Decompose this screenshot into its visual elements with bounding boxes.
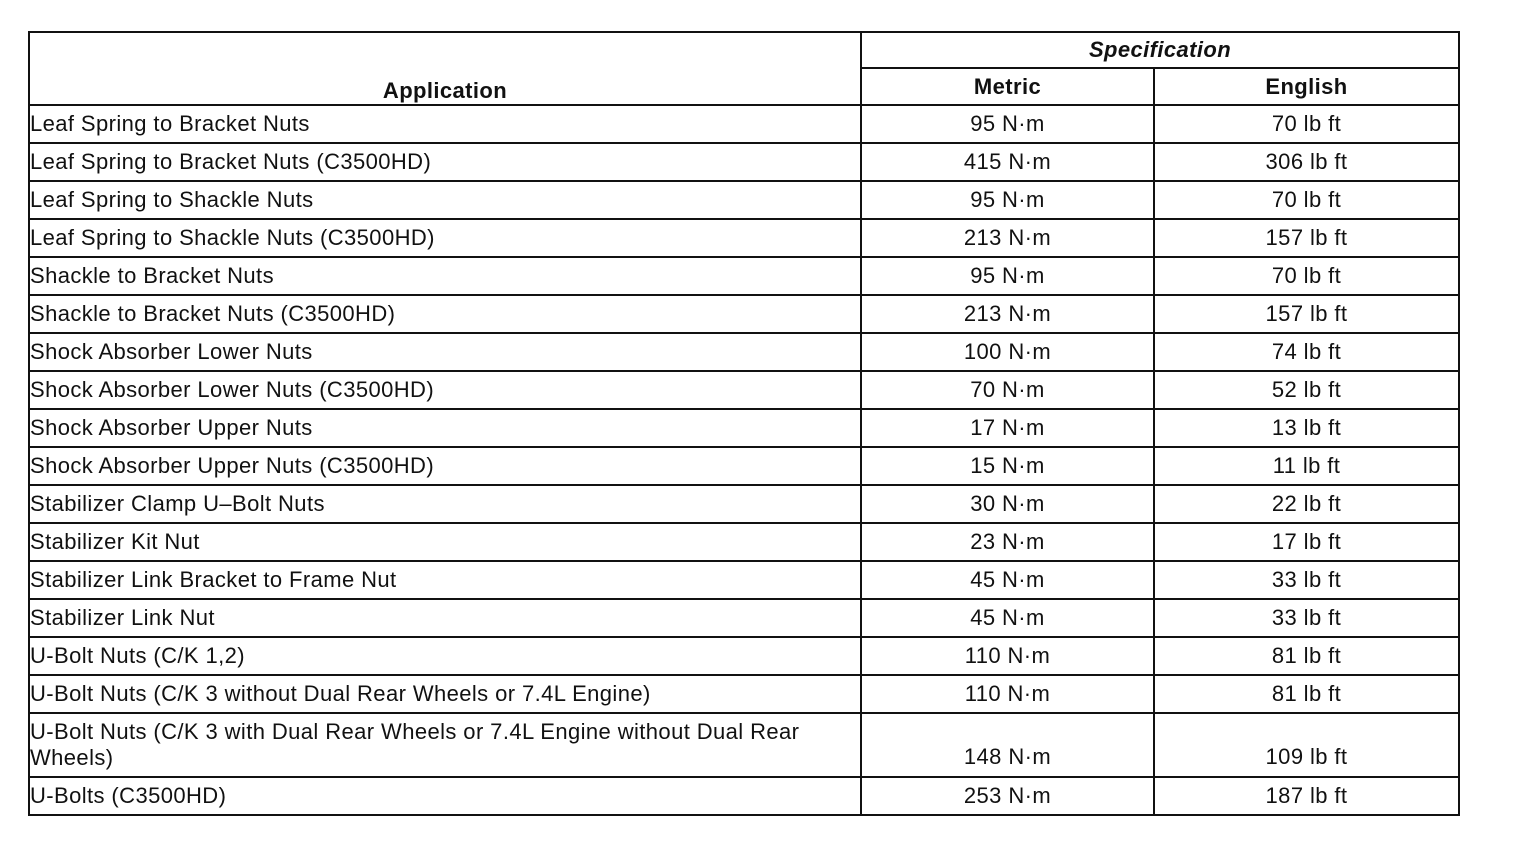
table-row: [29, 561, 1459, 599]
application-cell: U-Bolt Nuts (C/K 3 with Dual Rear Wheels or 7.4L Engine without Dual Rear Wheels): [29, 713, 861, 777]
application-cell: U-Bolts (C3500HD): [29, 777, 861, 815]
application-cell: Stabilizer Link Bracket to Frame Nut: [29, 561, 861, 599]
application-cell: Shock Absorber Upper Nuts (C3500HD): [29, 447, 861, 485]
table-row: [29, 599, 1459, 637]
table-row: [29, 447, 1459, 485]
table-row: [29, 181, 1459, 219]
english-cell: 13 lb ft: [1154, 409, 1459, 447]
metric-cell: 148 N·m: [861, 713, 1154, 777]
metric-cell: 95 N·m: [861, 181, 1154, 219]
english-cell: 52 lb ft: [1154, 371, 1459, 409]
metric-header: Metric: [861, 68, 1154, 105]
table-row: [29, 219, 1459, 257]
table-row: [29, 295, 1459, 333]
metric-cell: 110 N·m: [861, 637, 1154, 675]
metric-cell: 415 N·m: [861, 143, 1154, 181]
table-row: [29, 333, 1459, 371]
table-row: [29, 371, 1459, 409]
metric-cell: 253 N·m: [861, 777, 1154, 815]
english-cell: 70 lb ft: [1154, 181, 1459, 219]
table-row: [29, 637, 1459, 675]
application-header: Application: [29, 32, 861, 105]
application-cell: Shock Absorber Upper Nuts: [29, 409, 861, 447]
table-row: [29, 523, 1459, 561]
english-cell: 81 lb ft: [1154, 637, 1459, 675]
english-cell: 306 lb ft: [1154, 143, 1459, 181]
table-row: [29, 105, 1459, 143]
torque-specification-table: [28, 31, 1460, 816]
table-row: [29, 485, 1459, 523]
metric-cell: 45 N·m: [861, 561, 1154, 599]
table-row: [29, 257, 1459, 295]
table-row: [29, 143, 1459, 181]
metric-cell: 15 N·m: [861, 447, 1154, 485]
specification-header: Specification: [861, 32, 1459, 68]
metric-cell: 100 N·m: [861, 333, 1154, 371]
application-cell: Shackle to Bracket Nuts (C3500HD): [29, 295, 861, 333]
english-cell: 187 lb ft: [1154, 777, 1459, 815]
application-cell: Leaf Spring to Shackle Nuts: [29, 181, 861, 219]
metric-cell: 95 N·m: [861, 105, 1154, 143]
english-cell: 157 lb ft: [1154, 219, 1459, 257]
english-cell: 109 lb ft: [1154, 713, 1459, 777]
english-cell: 70 lb ft: [1154, 257, 1459, 295]
english-cell: 81 lb ft: [1154, 675, 1459, 713]
english-cell: 17 lb ft: [1154, 523, 1459, 561]
table-row: [29, 675, 1459, 713]
application-cell: Leaf Spring to Bracket Nuts: [29, 105, 861, 143]
metric-cell: 110 N·m: [861, 675, 1154, 713]
english-cell: 74 lb ft: [1154, 333, 1459, 371]
metric-cell: 70 N·m: [861, 371, 1154, 409]
metric-cell: 30 N·m: [861, 485, 1154, 523]
application-cell: Stabilizer Clamp U–Bolt Nuts: [29, 485, 861, 523]
application-cell: U-Bolt Nuts (C/K 3 without Dual Rear Wheels or 7.4L Engine): [29, 675, 861, 713]
metric-cell: 95 N·m: [861, 257, 1154, 295]
application-cell: Shock Absorber Lower Nuts (C3500HD): [29, 371, 861, 409]
metric-cell: 23 N·m: [861, 523, 1154, 561]
application-cell: Leaf Spring to Bracket Nuts (C3500HD): [29, 143, 861, 181]
english-cell: 70 lb ft: [1154, 105, 1459, 143]
english-cell: 33 lb ft: [1154, 561, 1459, 599]
table-row: [29, 713, 1459, 777]
metric-cell: 45 N·m: [861, 599, 1154, 637]
table-row: [29, 409, 1459, 447]
application-cell: Shackle to Bracket Nuts: [29, 257, 861, 295]
metric-cell: 213 N·m: [861, 219, 1154, 257]
english-header: English: [1154, 68, 1459, 105]
metric-cell: 213 N·m: [861, 295, 1154, 333]
table-row: [29, 777, 1459, 815]
metric-cell: 17 N·m: [861, 409, 1154, 447]
application-cell: Stabilizer Kit Nut: [29, 523, 861, 561]
english-cell: 33 lb ft: [1154, 599, 1459, 637]
application-cell: Shock Absorber Lower Nuts: [29, 333, 861, 371]
application-cell: U-Bolt Nuts (C/K 1,2): [29, 637, 861, 675]
english-cell: 157 lb ft: [1154, 295, 1459, 333]
english-cell: 11 lb ft: [1154, 447, 1459, 485]
application-cell: Leaf Spring to Shackle Nuts (C3500HD): [29, 219, 861, 257]
english-cell: 22 lb ft: [1154, 485, 1459, 523]
application-cell: Stabilizer Link Nut: [29, 599, 861, 637]
